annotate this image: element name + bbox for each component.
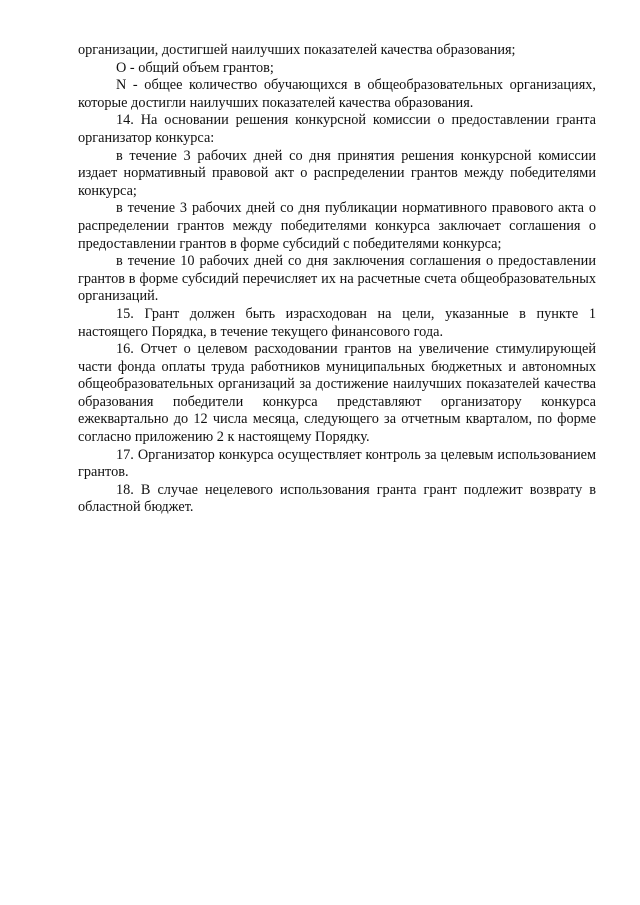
- paragraph-clause-15: 15. Грант должен быть израсходован на цели, указанные в пункте 1 настоящего Порядка, в течение текущего финансового года.: [78, 305, 596, 340]
- document-page: [78, 42, 596, 517]
- paragraph-clause-14-item-1: в течение 3 рабочих дней со дня принятия решения конкурсной комиссии издает нормативный правовой акт о распределении грантов между победителями конкурса;: [78, 147, 596, 199]
- paragraph-clause-16: 16. Отчет о целевом расходовании грантов на увеличение стимулирующей части фонда оплаты труда работников муниципальных бюджетных и автономных общеобразовательных организаций за достижение наилучших показателей качества образования победители конкурса представляют организатору конкурса ежеквартально до 12 числа месяца, следующего за отчетным кварталом, по форме согласно приложению 2 к настоящему Порядку.: [78, 341, 596, 446]
- paragraph-continuation: организации, достигшей наилучших показателей качества образования;: [78, 42, 516, 58]
- paragraph-clause-17: 17. Организатор конкурса осуществляет контроль за целевым использованием грантов.: [78, 446, 596, 481]
- paragraph-clause-14-item-2: в течение 3 рабочих дней со дня публикации нормативного правового акта о распределении грантов между победителями конкурса заключает соглашения о предоставлении грантов в форме субсидий с победителями конкурса;: [78, 200, 596, 252]
- paragraph-clause-14: 14. На основании решения конкурсной комиссии о предоставлении гранта организатор конкурса:: [78, 112, 596, 146]
- paragraph-clause-14-item-3: в течение 10 рабочих дней со дня заключения соглашения о предоставлении грантов в форме субсидий перечисляет их на расчетные счета общеобразовательных организаций.: [78, 253, 596, 305]
- paragraph-definition-n: N - общее количество обучающихся в общеобразовательных организациях, которые достигли наилучших показателей качества образования.: [78, 77, 596, 111]
- paragraph-clause-18: 18. В случае нецелевого использования гранта грант подлежит возврату в областной бюджет.: [78, 481, 596, 516]
- paragraph-definition-o: О - общий объем грантов;: [116, 59, 274, 76]
